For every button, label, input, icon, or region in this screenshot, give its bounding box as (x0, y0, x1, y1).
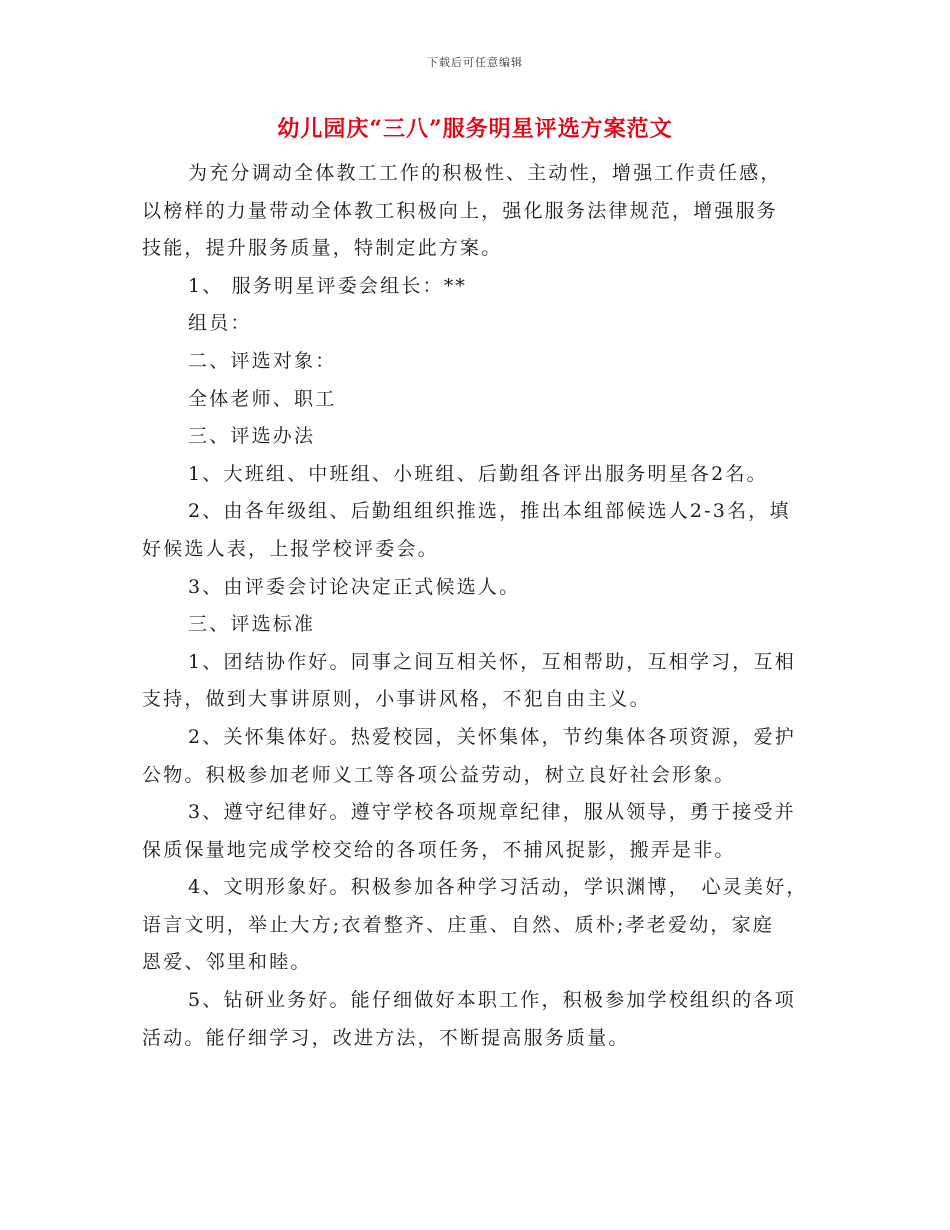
text-line: 1、团结协作好。同事之间互相关怀，互相帮助，互相学习，互相 (188, 650, 796, 673)
text-line: 好候选人表，上报学校评委会。 (142, 537, 439, 560)
text-line: 为充分调动全体教工工作的积极性、主动性，增强工作责任感， (188, 162, 782, 184)
text-line: 恩爱、邻里和睦。 (142, 951, 312, 974)
text-line: 2、由各年级组、后勤组组织推选，推出本组部候选人2-3名，填 (188, 500, 791, 523)
paragraph-targets (142, 381, 810, 419)
text-line: 语言文明，举止大方;衣着整齐、庄重、自然、质朴;孝老爱幼，家庭 (142, 913, 775, 936)
text-line: 全体老师、职工 (188, 387, 337, 410)
paragraph-criteria-2 (142, 719, 810, 794)
text-line: 3、由评委会讨论决定正式候选人。 (188, 575, 521, 598)
text-line: 1、大班组、中班组、小班组、后勤组各评出服务明星各2名。 (188, 462, 768, 485)
text-line: 5、钻研业务好。能仔细做好本职工作，积极参加学校组织的各项 (188, 989, 796, 1012)
paragraph-method-1 (142, 456, 810, 494)
paragraph-criteria-1 (142, 644, 810, 719)
text-line: 2、关怀集体好。热爱校园，关怀集体，节约集体各项资源，爱护 (188, 725, 796, 748)
text-line: 二、评选对象： (188, 349, 337, 372)
paragraph-method-3 (142, 569, 810, 607)
text-line: 活动。能仔细学习，改进方法，不断提高服务质量。 (142, 1026, 630, 1049)
section-heading-method (142, 418, 810, 456)
text-line: 三、评选办法 (188, 425, 316, 448)
paragraph-method-2 (142, 493, 810, 568)
text-line: 公物。积极参加老师义工等各项公益劳动，树立良好社会形象。 (142, 763, 736, 786)
text-line: 4、文明形象好。积极参加各种学习活动，学识渊博， 心灵美好， (188, 876, 808, 899)
document-body (142, 155, 810, 1057)
header-note: 下载后可任意编辑 (427, 56, 523, 69)
section-heading-criteria (142, 606, 810, 644)
text-line: 组员： (188, 312, 252, 335)
text-line: 1、 服务明星评委会组长：** (188, 274, 468, 297)
text-line: 支持，做到大事讲原则，小事讲风格，不犯自由主义。 (142, 688, 651, 711)
paragraph-intro (142, 155, 810, 268)
text-line: 技能，提升服务质量，特制定此方案。 (142, 237, 503, 260)
paragraph-criteria-3 (142, 794, 810, 869)
text-line: 三、评选标准 (188, 613, 316, 636)
text-line: 保质保量地完成学校交给的各项任务，不捕风捉影，搬弄是非。 (142, 838, 736, 861)
text-line: 3、遵守纪律好。遵守学校各项规章纪律，服从领导，勇于接受并 (188, 801, 796, 824)
section-heading-targets (142, 343, 810, 381)
paragraph-criteria-4 (142, 869, 810, 982)
document-title: 幼儿园庆“三八”服务明星评选方案范文 (277, 116, 673, 142)
text-line: 以榜样的力量带动全体教工积极向上，强化服务法律规范，增强服务 (142, 199, 779, 222)
paragraph-committee-leader (142, 268, 810, 306)
paragraph-criteria-5 (142, 982, 810, 1057)
paragraph-members (142, 305, 810, 343)
